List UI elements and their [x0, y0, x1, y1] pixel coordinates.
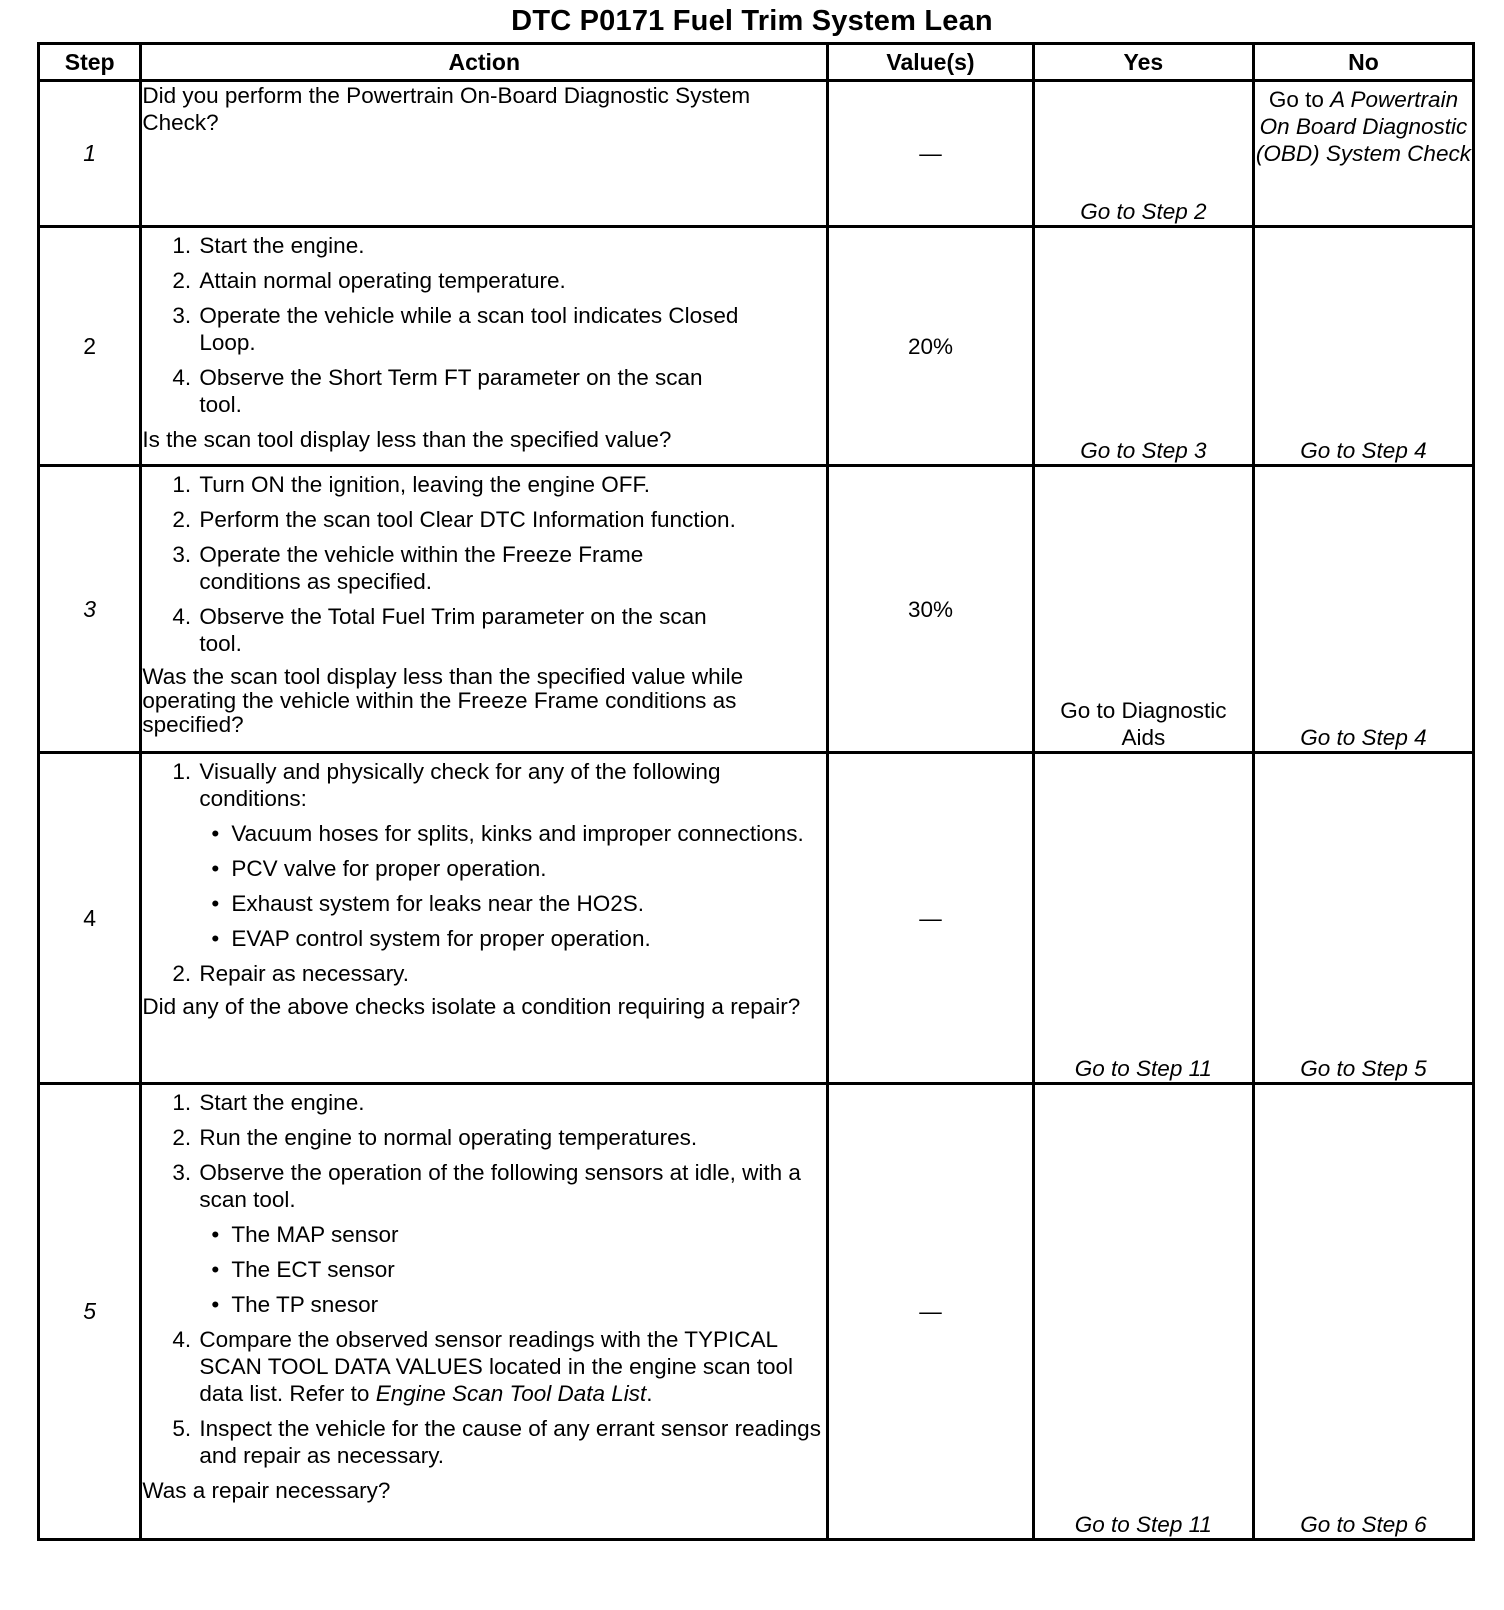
no-link-prefix: Go to	[1268, 87, 1324, 112]
yes-link[interactable]: Go to Step 2	[1033, 81, 1253, 227]
action-step: 1. Start the engine.	[197, 232, 746, 259]
sensor-item: • The TP snesor	[231, 1291, 826, 1318]
action-steps	[142, 1089, 826, 1469]
step-number: 4	[39, 753, 141, 1084]
action-step: 1. Start the engine.	[197, 1089, 826, 1116]
sensor-item: • The MAP sensor	[231, 1221, 826, 1248]
action-question: Is the scan tool display less than the specified value?	[142, 427, 672, 452]
action-step	[197, 1159, 826, 1318]
step-number: 2	[39, 227, 141, 466]
no-link[interactable]	[1253, 81, 1473, 227]
header-no: No	[1253, 44, 1473, 81]
action-question: Did any of the above checks isolate a condition requiring a repair?	[142, 994, 801, 1019]
no-link[interactable]: Go to Step 4	[1253, 227, 1473, 466]
action-step-end: .	[646, 1381, 653, 1406]
no-link[interactable]: Go to Step 5	[1253, 753, 1473, 1084]
step-number: 1	[39, 81, 141, 227]
yes-link[interactable]: Go to Step 3	[1033, 227, 1253, 466]
action-steps	[142, 471, 826, 657]
action-step: 1. Turn ON the ignition, leaving the engine OFF.	[197, 471, 826, 498]
table-row	[39, 81, 1474, 227]
sensor-list	[199, 1221, 826, 1318]
action-step: 2. Repair as necessary.	[197, 960, 826, 987]
no-link[interactable]: Go to Step 6	[1253, 1084, 1473, 1540]
data-list-reference[interactable]: Engine Scan Tool Data List	[375, 1381, 647, 1406]
value-cell: —	[828, 81, 1034, 227]
action-step	[197, 1326, 826, 1407]
sensor-item: • The ECT sensor	[231, 1256, 826, 1283]
action-step: 2. Perform the scan tool Clear DTC Information function.	[197, 506, 826, 533]
table-row	[39, 753, 1474, 1084]
page-title: DTC P0171 Fuel Trim System Lean	[511, 5, 993, 37]
action-step-text: Compare the observed sensor readings with the TYPICAL SCAN TOOL DATA VALUES located in the engine scan tool data list. Refer to	[199, 1327, 793, 1406]
condition-item: • EVAP control system for proper operation.	[231, 925, 826, 952]
no-link[interactable]: Go to Step 4	[1253, 466, 1473, 753]
step-number: 3	[39, 466, 141, 753]
action-step: 2. Attain normal operating temperature.	[197, 267, 746, 294]
action-cell	[141, 227, 828, 466]
action-step-text: Visually and physically check for any of the following conditions:	[199, 759, 721, 811]
action-question: Did you perform the Powertrain On-Board Diagnostic System Check?	[142, 83, 751, 135]
step-number: 5	[39, 1084, 141, 1540]
action-step: 3. Operate the vehicle while a scan tool indicates Closed Loop.	[197, 302, 746, 356]
action-cell	[141, 81, 828, 227]
action-steps	[142, 758, 826, 987]
action-step: 4. Observe the Short Term FT parameter on the scan tool.	[197, 364, 746, 418]
condition-item: • PCV valve for proper operation.	[231, 855, 826, 882]
header-action: Action	[141, 44, 828, 81]
diagnostic-table	[37, 42, 1475, 1541]
no-link-target: A Powertrain On Board Diagnostic (OBD) System Check	[1255, 87, 1471, 166]
header-values: Value(s)	[828, 44, 1034, 81]
yes-link[interactable]: Go to Step 11	[1033, 1084, 1253, 1540]
header-row	[39, 44, 1474, 81]
action-steps	[142, 232, 826, 418]
yes-link[interactable]: Go to Step 11	[1033, 753, 1253, 1084]
header-yes: Yes	[1033, 44, 1253, 81]
value-cell: 30%	[828, 466, 1034, 753]
action-cell	[141, 1084, 828, 1540]
table-row	[39, 1084, 1474, 1540]
action-step: 4. Observe the Total Fuel Trim parameter on the scan tool.	[197, 603, 826, 657]
condition-item: • Exhaust system for leaks near the HO2S.	[231, 890, 826, 917]
action-question: Was the scan tool display less than the specified value while operating the vehicle within the Freeze Frame conditions as specified?	[142, 664, 744, 737]
condition-list	[199, 820, 826, 952]
action-cell	[141, 753, 828, 1084]
yes-link[interactable]: Go to Diagnostic Aids	[1033, 466, 1253, 753]
table-row	[39, 466, 1474, 753]
action-step	[197, 758, 826, 952]
condition-item: • Vacuum hoses for splits, kinks and improper connections.	[231, 820, 826, 847]
action-step: 5. Inspect the vehicle for the cause of any errant sensor readings and repair as necessary.	[197, 1415, 826, 1469]
action-step: 2. Run the engine to normal operating temperatures.	[197, 1124, 826, 1151]
value-cell: 20%	[828, 227, 1034, 466]
table-row	[39, 227, 1474, 466]
value-cell: —	[828, 1084, 1034, 1540]
action-question: Was a repair necessary?	[142, 1478, 391, 1503]
value-cell: —	[828, 753, 1034, 1084]
action-step: 3. Operate the vehicle within the Freeze Frame conditions as specified.	[197, 541, 826, 595]
action-cell	[141, 466, 828, 753]
header-step: Step	[39, 44, 141, 81]
action-step-text: Observe the operation of the following sensors at idle, with a scan tool.	[199, 1160, 801, 1212]
